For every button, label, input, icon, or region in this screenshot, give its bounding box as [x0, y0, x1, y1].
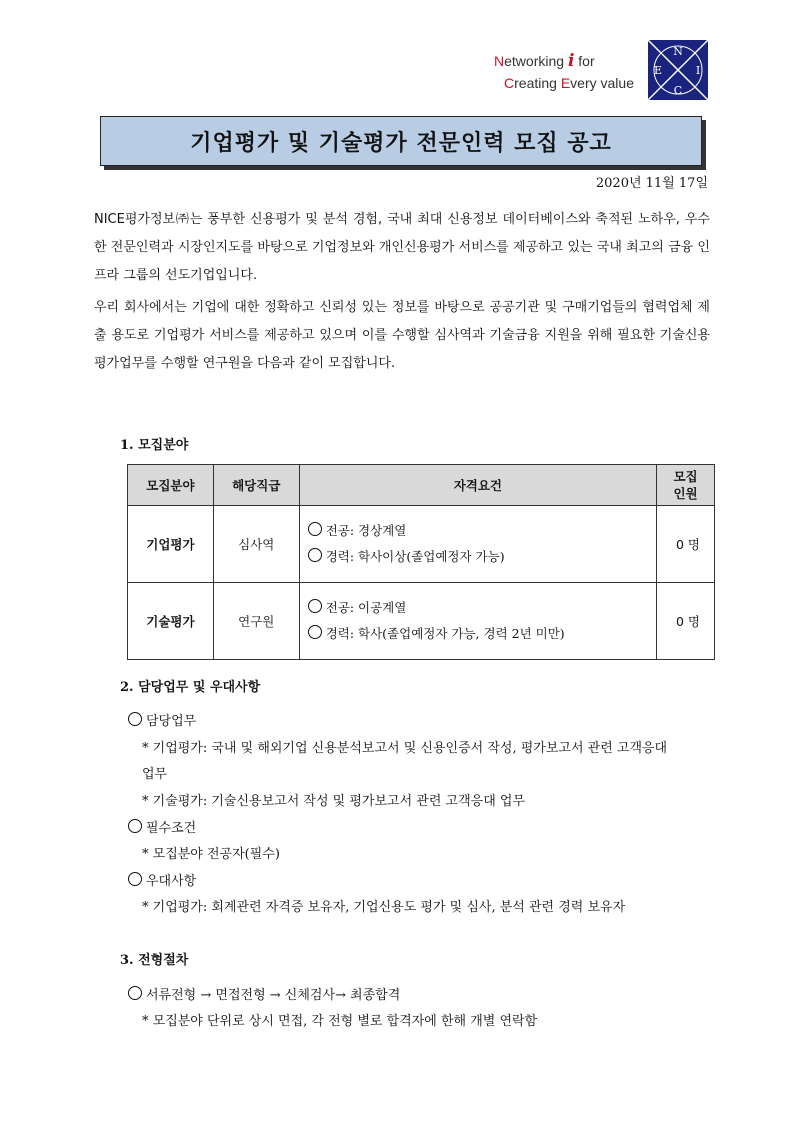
table-header-row [128, 465, 715, 506]
table-row [128, 583, 715, 660]
logo-letter-n: N [494, 53, 505, 69]
duty-item-2: * 기술평가: 기술신용보고서 작성 및 평가보고서 관련 고객응대 업무 [142, 794, 526, 809]
duty-title: 담당업무 [128, 710, 196, 729]
intro-paragraph-2: 우리 회사에서는 기업에 대한 정확하고 신뢰성 있는 정보를 바탕으로 공공기관 및 구매기업들의 협력업체 제출 용도로 기업평가 서비스를 제공하고 있으며 이를 수행할 심사역과 기술금융 지원을 위해 필요한 기술신용평가업무를 수행할 연구원을 다음과 같이 모집합니다. [94, 300, 710, 371]
duty-item-1: * 기업평가: 국내 및 해외기업 신용분석보고서 및 신용인증서 작성, 평가보고서 관련 고객응대 [142, 741, 668, 756]
row-count: 0 명 [657, 506, 715, 583]
header-rank: 해당직급 [213, 465, 299, 506]
circle-bullet-icon [128, 819, 142, 833]
logo-i: i [567, 51, 575, 71]
requirement-title: 필수조건 [128, 817, 196, 836]
page-title: 기업평가 및 기술평가 전문인력 모집 공고 [190, 130, 612, 156]
row-requirements: 전공: 이공계열 경력: 학사(졸업예정자 가능, 경력 2년 미만) [299, 583, 656, 660]
row-requirements: 전공: 경상계열 경력: 학사이상(졸업예정자 가능) [299, 506, 656, 583]
section-1-heading: 1. 모집분야 [120, 438, 189, 453]
logo-mark-letter: I [695, 64, 701, 77]
section-2-heading: 2. 담당업무 및 우대사항 [120, 680, 261, 695]
logo-tagline: Networking i for Creating Every value [494, 51, 634, 91]
row-field: 기업평가 [128, 506, 214, 583]
duty-item-1-cont: 업무 [142, 767, 168, 782]
section-3-heading: 3. 전형절차 [120, 953, 189, 968]
header-field: 모집분야 [128, 465, 214, 506]
circle-bullet-icon [128, 872, 142, 886]
selection-note: * 모집분야 단위로 상시 면접, 각 전형 별로 합격자에 한해 개별 연락함 [142, 1014, 538, 1029]
logo-mark-letter: E [653, 64, 663, 77]
circle-bullet-icon [308, 522, 322, 536]
circle-bullet-icon [128, 986, 142, 1000]
row-rank: 심사역 [213, 506, 299, 583]
logo-mark-letter: N [673, 45, 683, 58]
row-rank: 연구원 [213, 583, 299, 660]
requirement-item: * 모집분야 전공자(필수) [142, 847, 280, 862]
preference-item: * 기업평가: 회계관련 자격증 보유자, 기업신용도 평가 및 심사, 분석 관련 경력 보유자 [142, 900, 626, 915]
circle-bullet-icon [308, 548, 322, 562]
circle-bullet-icon [128, 712, 142, 726]
recruitment-table [127, 464, 715, 660]
title-banner [100, 116, 702, 166]
selection-flow: 서류전형 → 면접전형 → 신체검사→ 최종합격 [128, 984, 400, 1003]
nice-logo-icon [646, 38, 710, 102]
circle-bullet-icon [308, 625, 322, 639]
circle-bullet-icon [308, 599, 322, 613]
row-count: 0 명 [657, 583, 715, 660]
row-field: 기술평가 [128, 583, 214, 660]
preference-title: 우대사항 [128, 870, 196, 889]
logo-mark-letter: C [673, 84, 683, 97]
table-row [128, 506, 715, 583]
intro-paragraph-1: NICE평가정보㈜는 풍부한 신용평가 및 분석 경험, 국내 최대 신용정보 데이터베이스와 축적된 노하우, 우수한 전문인력과 시장인지도를 바탕으로 기업정보와 개인신용평가 서비스를 제공하고 있는 국내 최고의 금융 인프라 그룹의 선도기업입니다. [94, 212, 710, 283]
header-requirements: 자격요건 [299, 465, 656, 506]
announcement-date: 2020년 11월 17일 [595, 176, 708, 191]
header-count: 모집 인원 [657, 465, 715, 506]
